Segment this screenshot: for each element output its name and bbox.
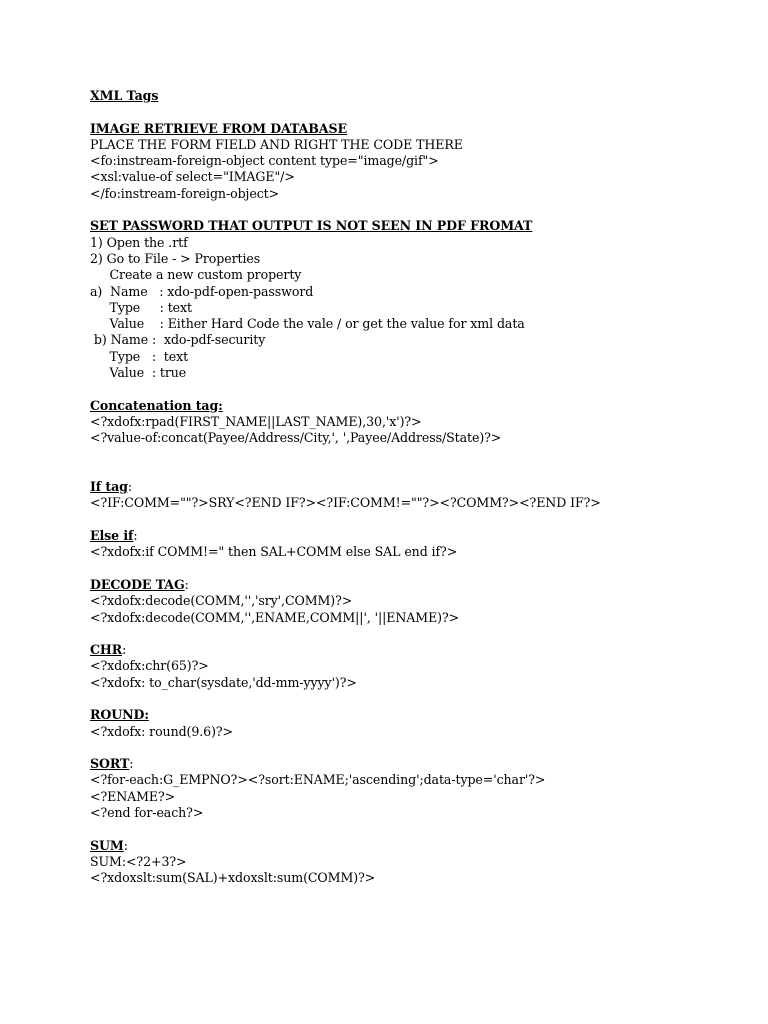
sort-line: <?end for-each?> [90,805,204,821]
sum-section [90,838,740,887]
password-line: Type : text [90,299,192,315]
chr-line: <?xdofx: to_char(sysdate,'dd-mm-yyyy')?> [90,674,357,690]
sum-colon: : [123,837,128,853]
password-line: Type : text [90,348,189,364]
sort-line: <?ENAME?> [90,788,176,804]
image-retrieve-line: </fo:instream-foreign-object> [90,185,280,201]
decode-line: <?xdofx:decode(COMM,'','sry',COMM)?> [90,593,353,609]
password-line: a) Name : xdo-pdf-open-password [90,283,314,299]
concatenation-line: <?xdofx:rpad(FIRST_NAME||LAST_NAME),30,'x')?> [90,413,422,429]
else-if-heading: Else if [90,528,134,544]
concatenation-heading: Concatenation tag: [90,397,223,413]
image-retrieve-line: <fo:instream-foreign-object content type="image/gif"> [90,153,439,169]
if-tag-line: <?IF:COMM=""?>SRY<?END IF?><?IF:COMM!=""?><?COMM?><?END IF?> [90,495,601,511]
sort-heading: SORT [90,756,130,772]
sum-heading: SUM [90,837,124,853]
sort-section [90,756,740,821]
password-line: Value : Either Hard Code the vale / or get the value for xml data [90,316,525,332]
else-if-colon: : [133,528,138,544]
password-line: 2) Go to File - > Properties [90,250,261,266]
decode-colon: : [184,576,189,592]
password-line: 1) Open the .rtf [90,234,188,250]
round-section [90,707,740,740]
password-line: Value : true [90,365,187,381]
image-retrieve-heading: IMAGE RETRIEVE FROM DATABASE [90,120,347,136]
chr-line: <?xdofx:chr(65)?> [90,658,209,674]
sort-colon: : [129,756,134,772]
document-page [90,88,740,887]
document-title: XML Tags [90,88,159,103]
password-line: b) Name : xdo-pdf-security [90,332,266,348]
image-retrieve-line: <xsl:value-of select="IMAGE"/> [90,169,295,185]
decode-heading: DECODE TAG [90,576,185,592]
if-tag-section [90,479,740,512]
concatenation-line: <?value-of:concat(Payee/Address/City,', ',Payee/Address/State)?> [90,430,502,446]
if-tag-colon: : [127,479,133,495]
concatenation-section [90,398,740,447]
decode-line: <?xdofx:decode(COMM,'',ENAME,COMM||', '||ENAME)?> [90,609,460,625]
password-section [90,218,740,381]
image-retrieve-section [90,121,740,202]
chr-colon: : [122,642,127,658]
decode-section [90,577,740,626]
sum-line: <?xdoxslt:sum(SAL)+xdoxslt:sum(COMM)?> [90,870,376,886]
round-heading: ROUND: [90,707,149,723]
password-line: Create a new custom property [90,267,302,283]
else-if-line: <?xdofx:if COMM!=" then SAL+COMM else SAL end if?> [90,544,458,560]
chr-section [90,642,740,691]
image-retrieve-line: PLACE THE FORM FIELD AND RIGHT THE CODE THERE [90,136,463,152]
sum-line: SUM:<?2+3?> [90,853,187,869]
if-tag-heading: If tag [90,479,128,495]
chr-heading: CHR [90,642,123,658]
password-heading: SET PASSWORD THAT OUTPUT IS NOT SEEN IN PDF FROMAT [90,218,533,234]
round-line: <?xdofx: round(9.6)?> [90,723,234,739]
else-if-section [90,528,740,561]
sort-line: <?for-each:G_EMPNO?><?sort:ENAME;'ascending';data-type='char'?> [90,772,546,788]
